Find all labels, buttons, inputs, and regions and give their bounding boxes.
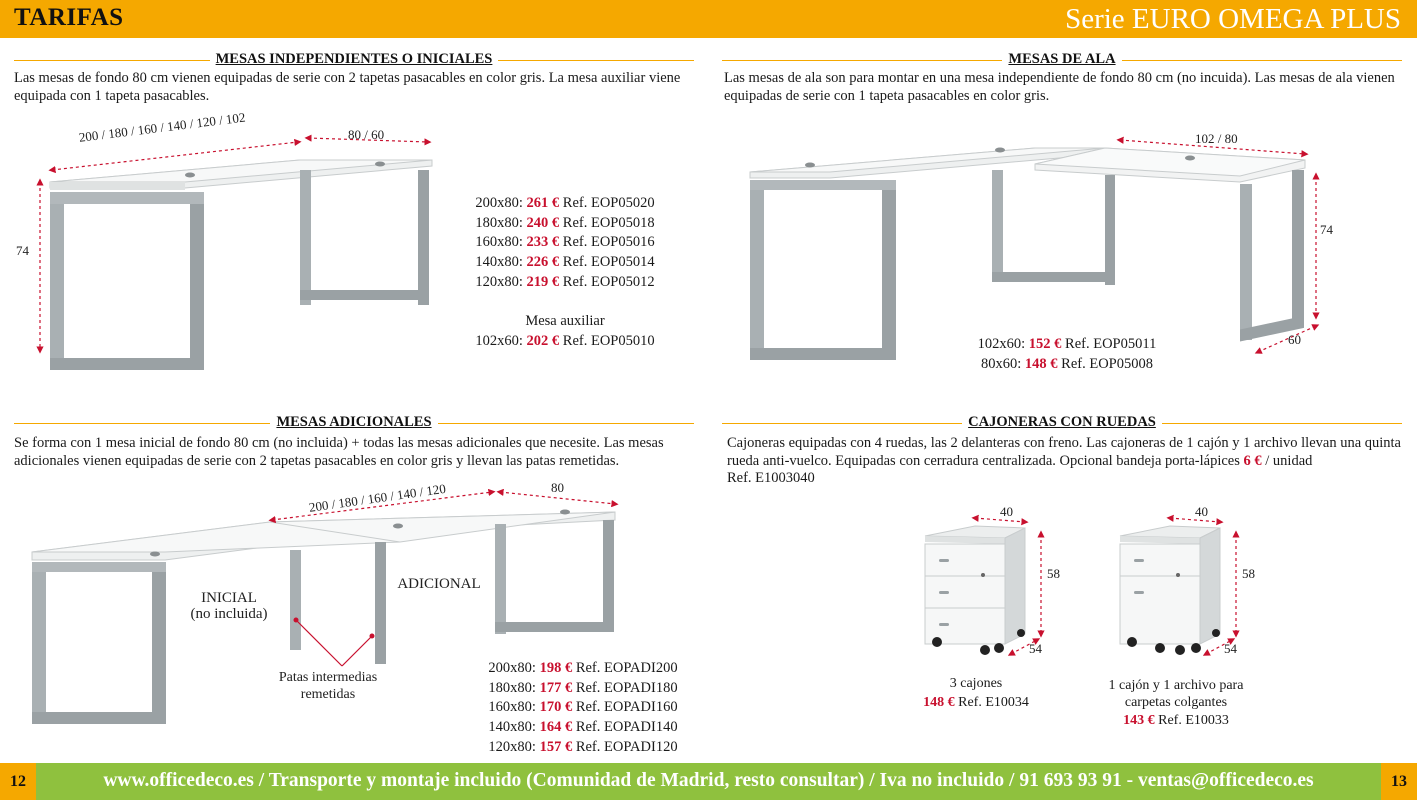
cajonera-depth-label: 54	[1224, 641, 1237, 656]
label-inicial: INICIAL	[201, 590, 257, 606]
cajonera-name: 1 cajón y 1 archivo para	[1108, 678, 1244, 693]
dimension-height-label: 74	[16, 243, 29, 258]
price-row: 180x80: 240 € Ref. EOP05018	[475, 214, 655, 231]
cajonera-3-cajones-illustration	[915, 500, 1075, 665]
description-independientes: Las mesas de fondo 80 cm vienen equipadas de serie con 2 tapetas pasacables en color gris. La mesa auxiliar viene equipada con 1 tapeta pasacables.	[14, 70, 681, 104]
price-row: 160x80: 170 € Ref. EOPADI160	[488, 699, 678, 716]
page-title: TARIFAS	[14, 4, 124, 31]
dimension-depth-label: 60	[1288, 332, 1301, 347]
footer-contact-text[interactable]: www.officedeco.es / Transporte y montaje incluido (Comunidad de Madrid, resto consultar) / Iva no incluido / 91 693 93 91 - ventas@officedeco.es	[103, 770, 1314, 791]
price-list-ala	[972, 335, 1162, 374]
cajonera-name: carpetas colgantes	[1124, 695, 1228, 710]
description-adicionales: Se forma con 1 mesa inicial de fondo 80 cm (no incluida) + todas las mesas adicionales que necesite. Las mesas adicionales vienen equipadas de serie con 2 tapetas pasacables en color gris y llevan las patas remetidas.	[14, 435, 664, 469]
section-title-independientes: MESAS INDEPENDIENTES O INICIALES	[14, 50, 694, 66]
dimension-height-label: 74	[1320, 222, 1333, 237]
price-row: 140x80: 164 € Ref. EOPADI140	[488, 719, 678, 736]
price-list-independientes	[470, 194, 660, 293]
price-row: 200x80: 261 € Ref. EOP05020	[475, 195, 655, 211]
price-row: 102x60: 202 € Ref. EOP05010	[475, 332, 655, 349]
price-row: 140x80: 226 € Ref. EOP05014	[475, 254, 655, 271]
cajonera-height-label: 58	[1242, 566, 1255, 581]
price-row: 80x60: 148 € Ref. EOP05008	[981, 355, 1153, 372]
page-number-left: 12	[0, 763, 36, 800]
dimension-depth-label: 80	[551, 480, 564, 495]
description-cajoneras: Cajoneras equipadas con 4 ruedas, las 2 delanteras con freno. Las cajoneras de 1 cajón y 1 archivo llevan una quinta rueda anti-vuelco. Equipadas con cerradura centralizada. Opcional bandeja porta-lápices 6 € / unidad Ref. E1003040	[727, 435, 1401, 486]
dimension-depth-label: 80 / 60	[348, 127, 385, 142]
cajonera-width-label: 40	[1000, 504, 1013, 519]
price-row: 102x60: 152 € Ref. EOP05011	[977, 336, 1157, 352]
cajonera-width-label: 40	[1195, 504, 1208, 519]
price-row: 160x80: 233 € Ref. EOP05016	[475, 234, 655, 251]
cajonera-depth-label: 54	[1029, 641, 1042, 656]
cajonera-price-row: 148 € Ref. E10034	[923, 695, 1029, 710]
cajonera-archivo-illustration	[1110, 500, 1270, 665]
series-title: Serie EURO OMEGA PLUS	[1065, 3, 1401, 35]
desk-ala-illustration	[720, 120, 1410, 360]
label-remetidas: remetidas	[300, 687, 356, 702]
price-list-auxiliar	[470, 312, 660, 351]
description-ala: Las mesas de ala son para montar en una mesa independiente de fondo 80 cm (no incuida). Las mesas de ala vienen equipadas de serie con 1 tapeta pasacables en color gris.	[724, 70, 1395, 104]
page-number-right: 13	[1381, 763, 1417, 800]
section-title-adicionales: MESAS ADICIONALES	[14, 413, 694, 429]
price-list-adicionales	[478, 659, 688, 758]
aux-label: Mesa auxiliar	[525, 313, 605, 329]
section-title-ala: MESAS DE ALA	[722, 50, 1402, 66]
price-row: 200x80: 198 € Ref. EOPADI200	[488, 660, 678, 676]
cajonera-price-row: 143 € Ref. E10033	[1123, 713, 1229, 728]
label-no-incluida: (no incluida)	[190, 606, 268, 622]
price-row: 120x80: 219 € Ref. EOP05012	[475, 273, 655, 290]
price-row: 120x80: 157 € Ref. EOPADI120	[488, 738, 678, 755]
dimension-width-label: 102 / 80	[1195, 131, 1238, 146]
label-patas-intermedias: Patas intermedias	[278, 670, 378, 685]
dimension-width-label: 200 / 180 / 160 / 140 / 120 / 102	[78, 109, 247, 145]
label-adicional: ADICIONAL	[397, 576, 481, 592]
price-row: 180x80: 177 € Ref. EOPADI180	[488, 679, 678, 696]
cajonera-name: 3 cajones	[949, 676, 1003, 691]
cajonera-height-label: 58	[1047, 566, 1060, 581]
section-title-cajoneras: CAJONERAS CON RUEDAS	[722, 413, 1402, 429]
dimension-width-label: 200 / 180 / 160 / 140 / 120	[308, 480, 447, 515]
